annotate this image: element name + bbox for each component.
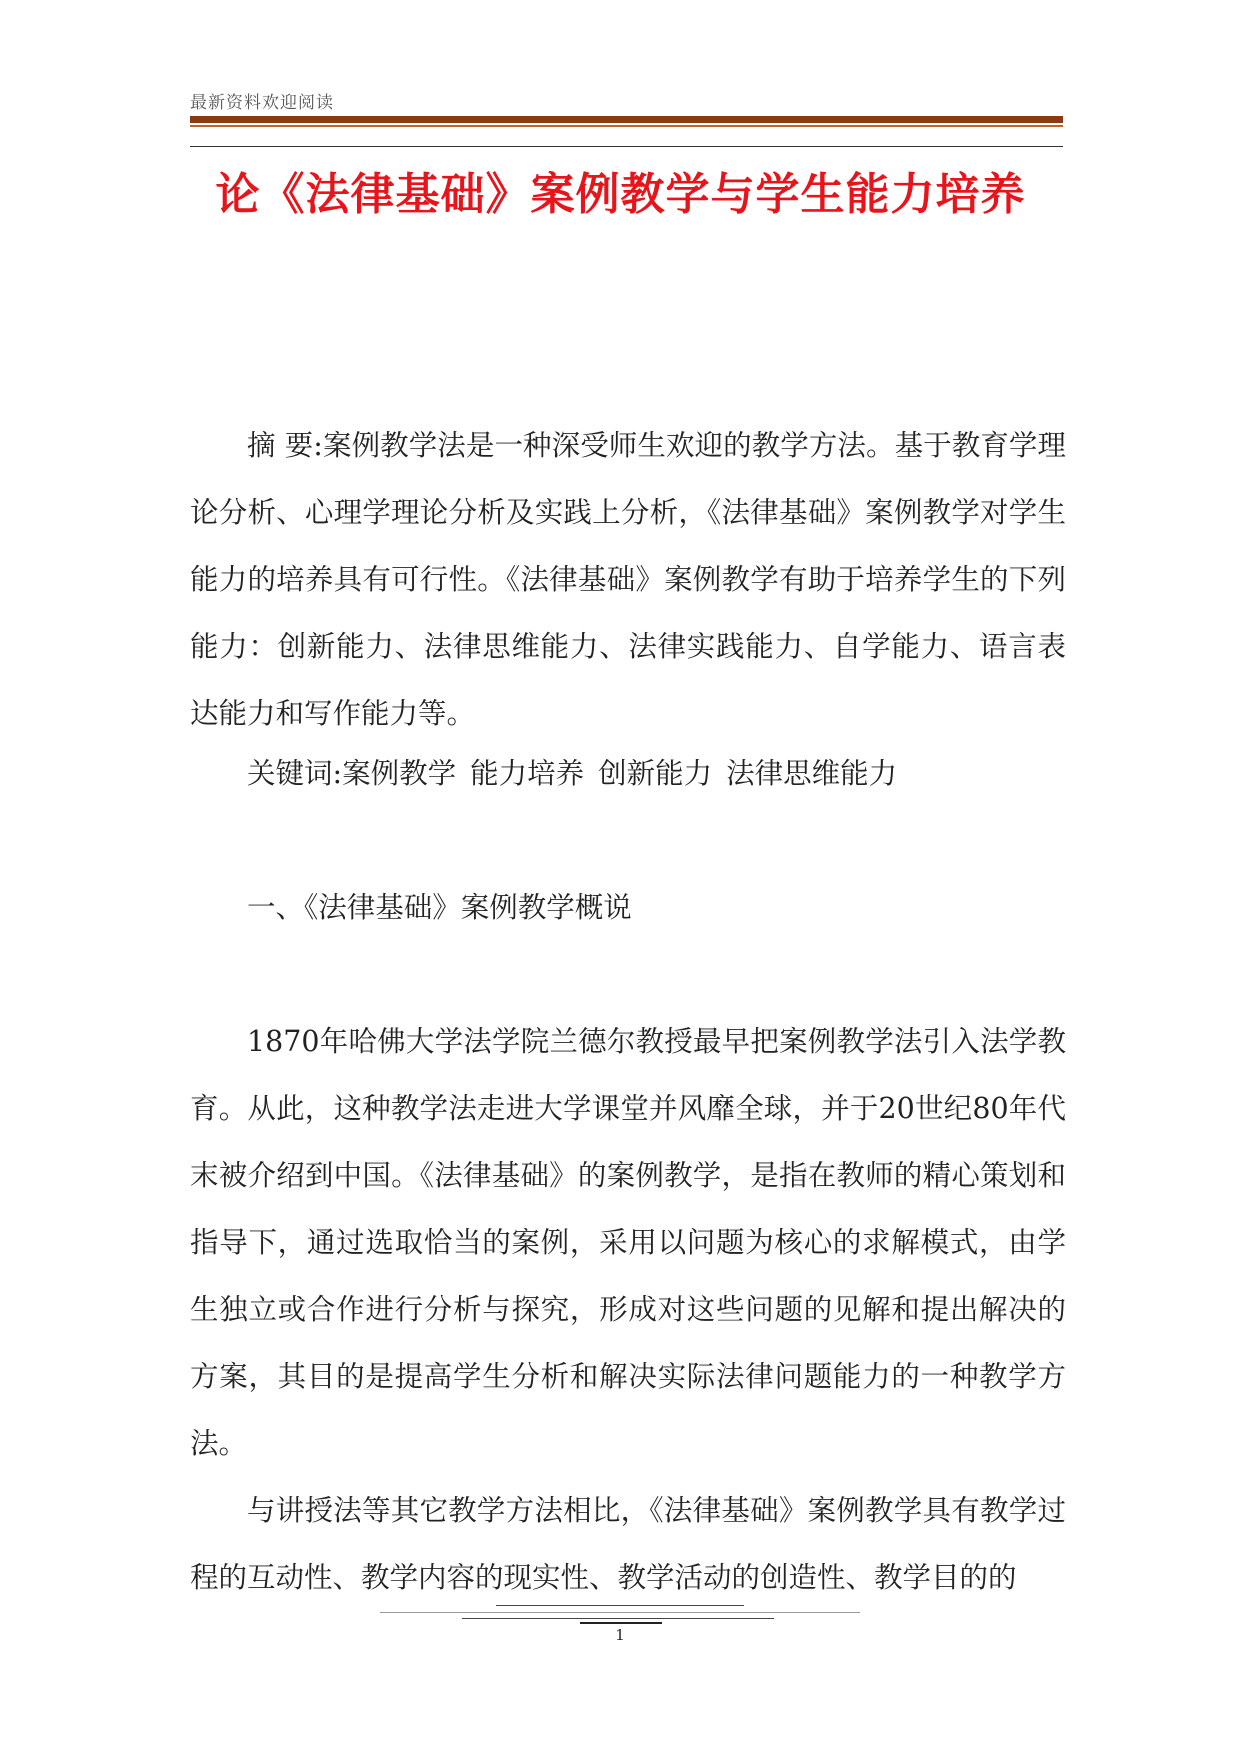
header-rule-thick	[190, 116, 1063, 123]
keyword-item: 法律思维能力	[726, 757, 898, 790]
abstract-text: 案例教学法是一种深受师生欢迎的教学方法。基于教育学理论分析、心理学理论分析及实践上分析，《法律基础》案例教学对学生能力的培养具有可行性。《法律基础》案例教学有助于培养学生的下列能力：创新能力、法律思维能力、法律实践能力、自学能力、语言表达能力和写作能力等。	[190, 429, 1066, 730]
abstract-label: 摘 要:	[247, 429, 323, 462]
header-rule-black	[190, 146, 1063, 147]
abstract	[190, 412, 1066, 747]
document-title: 论《法律基础》案例教学与学生能力培养	[215, 169, 1026, 220]
footer-line	[462, 1618, 774, 1619]
paragraph	[190, 1477, 1066, 1611]
keyword-item: 创新能力	[598, 757, 713, 790]
page-number: 1	[615, 1626, 625, 1644]
paragraph-text: 与讲授法等其它教学方法相比，《法律基础》案例教学具有教学过程的互动性、教学内容的现实性、教学活动的创造性、教学目的的	[190, 1494, 1066, 1594]
section-heading-text: 一、《法律基础》案例教学概说	[247, 891, 632, 924]
paragraph	[190, 1008, 1066, 1477]
keyword-item: 能力培养	[470, 757, 585, 790]
keywords	[190, 740, 1066, 807]
section-heading	[190, 874, 1066, 941]
header-rule-thin	[190, 125, 1063, 127]
keyword-item: 案例教学	[342, 757, 457, 790]
keywords-label: 关键词:	[247, 757, 343, 790]
running-header: 最新资料欢迎阅读	[190, 93, 334, 113]
footer-line	[496, 1605, 744, 1606]
footer-line	[380, 1612, 860, 1613]
footer-line	[580, 1622, 662, 1624]
paragraph-text: 1870年哈佛大学法学院兰德尔教授最早把案例教学法引入法学教育。从此，这种教学法走进大学课堂并风靡全球，并于20世纪80年代末被介绍到中国。《法律基础》的案例教学，是指在教师的精心策划和指导下，通过选取恰当的案例，采用以问题为核心的求解模式，由学生独立或合作进行分析与探究，形成对这些问题的见解和提出解决的方案，其目的是提高学生分析和解决实际法律问题能力的一种教学方法。	[190, 1025, 1066, 1460]
